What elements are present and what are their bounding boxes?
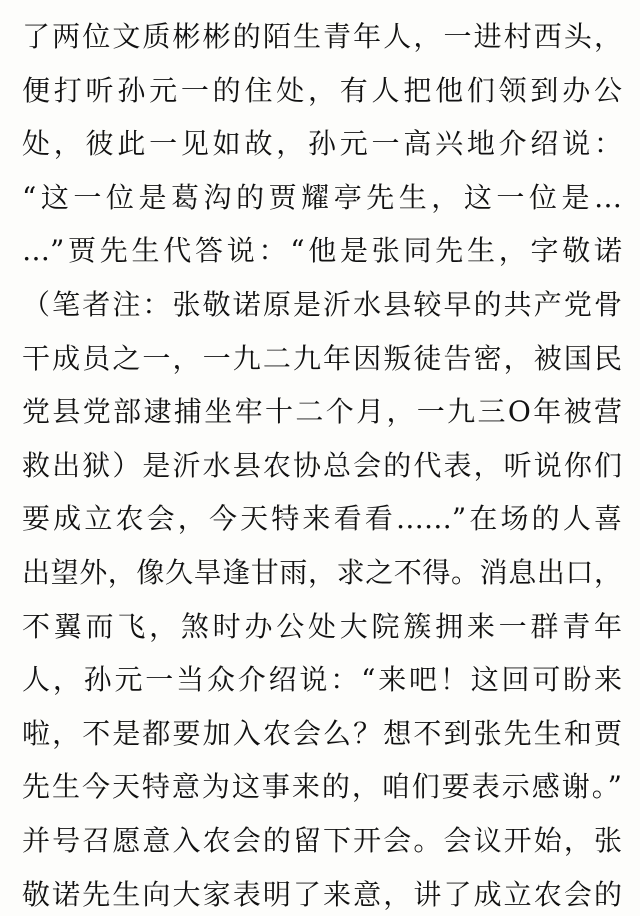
text-line: 啦，不是都要加入农会么？想不到张先生和贾 [22, 707, 622, 761]
text-line: 救出狱）是沂水县农协总会的代表，听说你们 [22, 439, 622, 493]
text-line: 并号召愿意入农会的留下开会。会议开始，张 [22, 814, 622, 868]
text-line: …”贾先生代答说：“他是张同先生，字敬诺 [22, 224, 622, 278]
text-line: “这一位是葛沟的贾耀亭先生，这一位是… [22, 171, 622, 225]
text-line: 不翼而飞，煞时办公处大院簇拥来一群青年 [22, 600, 622, 654]
text-line: 敬诺先生向大家表明了来意，讲了成立农会的 [22, 868, 622, 921]
text-line: 便打听孙元一的住处，有人把他们领到办公 [22, 64, 622, 118]
text-line: 处，彼此一见如故，孙元一高兴地介绍说： [22, 117, 622, 171]
text-line: 了两位文质彬彬的陌生青年人，一进村西头， [22, 10, 622, 64]
text-line: 出望外，像久旱逢甘雨，求之不得。消息出口， [22, 546, 622, 600]
text-line: 党县党部逮捕坐牢十二个月，一九三O年被营 [22, 385, 622, 439]
text-line: 干成员之一，一九二九年因叛徒告密，被国民 [22, 332, 622, 386]
text-line: 人，孙元一当众介绍说：“来吧！这回可盼来 [22, 653, 622, 707]
text-line: 要成立农会，今天特来看看……”在场的人喜 [22, 492, 622, 546]
body-text [22, 10, 622, 921]
text-line: （笔者注：张敬诺原是沂水县较早的共产党骨 [22, 278, 622, 332]
text-line: 先生今天特意为这事来的，咱们要表示感谢。” [22, 760, 622, 814]
